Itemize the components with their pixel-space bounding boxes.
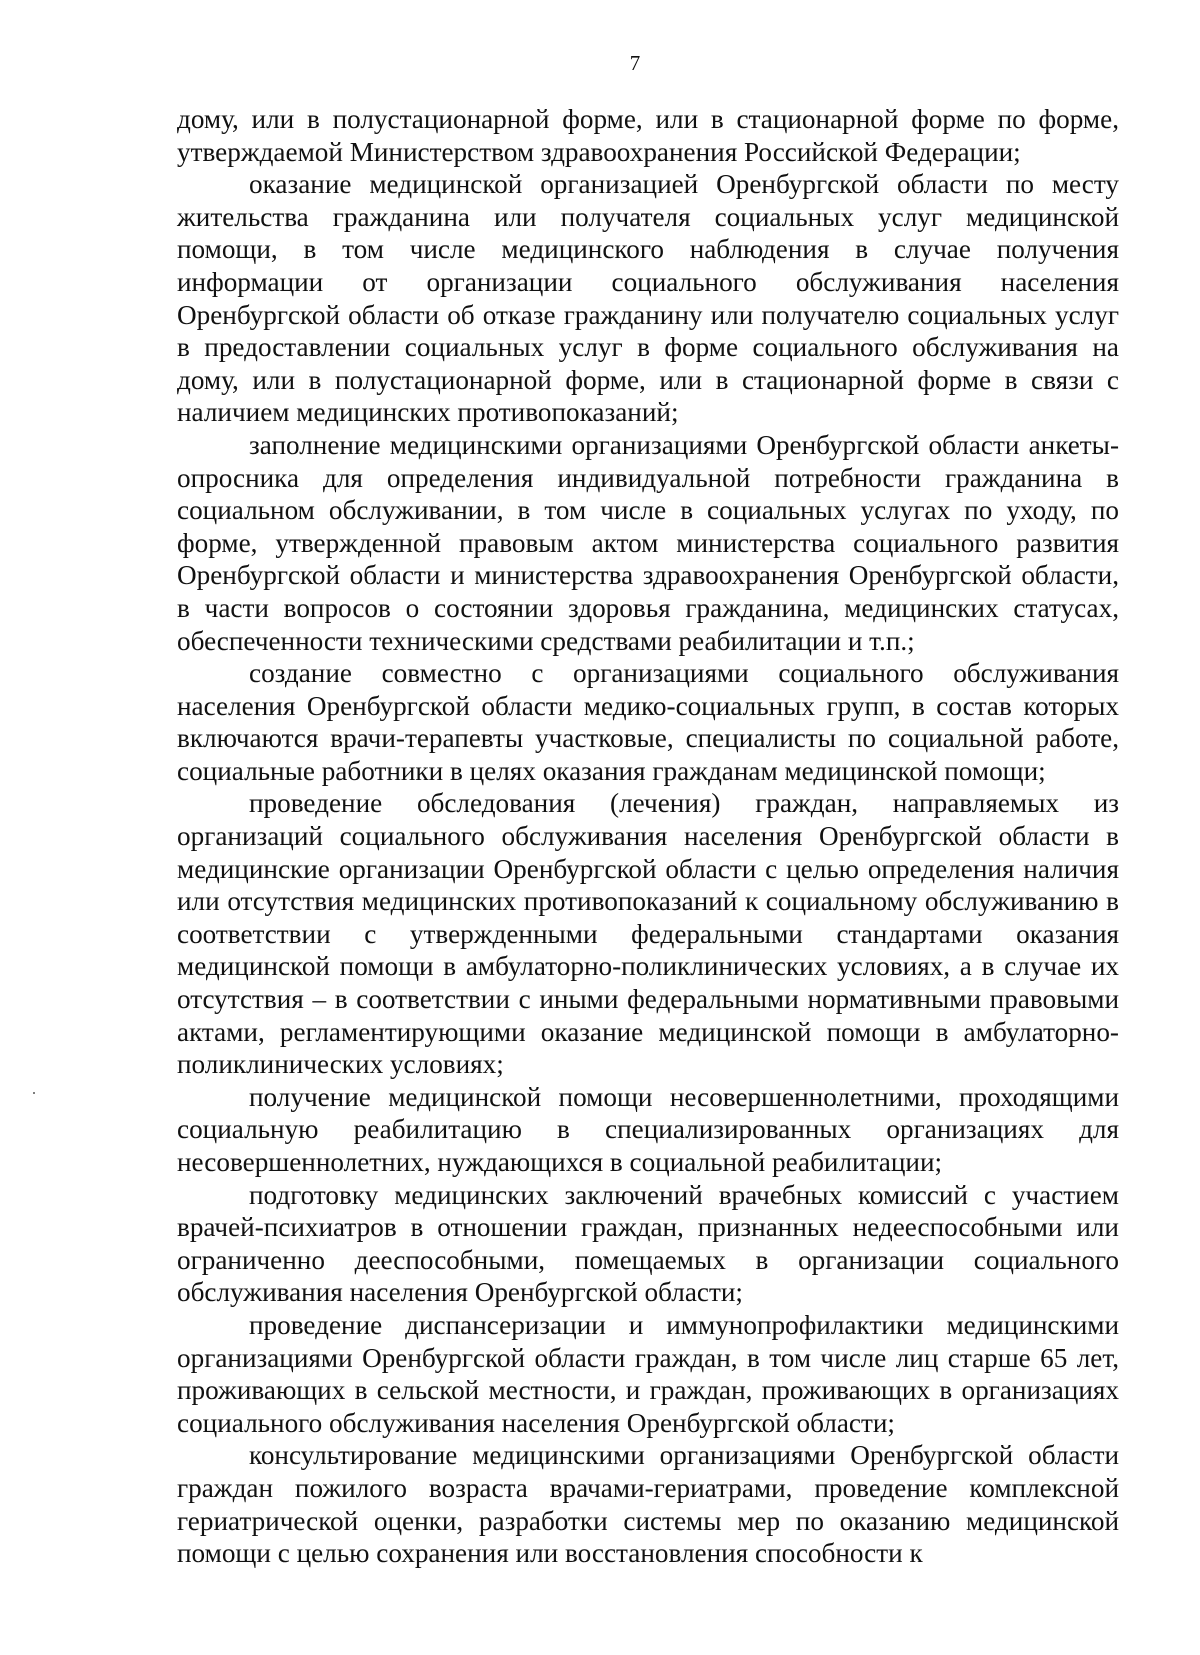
paragraph: получение медицинской помощи несовершеннолетними, проходящими социальную реабилитацию в специализированных организациях для несовершеннолетних, нуждающихся в социальной реабилитации; [177, 1081, 1119, 1177]
paragraph: оказание медицинской организацией Оренбургской области по месту жительства гражданина или получателя социальных услуг медицинской помощи, в том числе медицинского наблюдения в случае получения информации от организации социального обслуживания населения Оренбургской области об отказе гражданину или получателю социальных услуг в предоставлении социальных услуг в форме социального обслуживания на дому, или в полустационарной форме, или в стационарной форме в связи с наличием медицинских противопоказаний; [177, 169, 1119, 428]
paragraph: проведение обследования (лечения) граждан, направляемых из организаций социального обслуживания населения Оренбургской области в медицинские организации Оренбургской области с целью определения наличия или отсутствия медицинских противопоказаний к социальному обслуживанию в соответствии с утвержденными федеральными стандартами оказания медицинской помощи в амбулаторно-поликлинических условиях, а в случае их отсутствия – в соответствии с иными федеральными нормативными правовыми актами, регламентирующими оказание медицинской помощи в амбулаторно-поликлинических условиях; [177, 788, 1119, 1080]
paragraph-continuation: дому, или в полустационарной форме, или в стационарной форме по форме, утверждаемой Министерством здравоохранения Российской Федерации; [177, 104, 1119, 167]
scan-speck [33, 1092, 35, 1094]
paragraph: заполнение медицинскими организациями Оренбургской области анкеты-опросника для определения индивидуальной потребности гражданина в социальном обслуживании, в том числе в социальных услугах по уходу, по форме, утвержденной правовым актом министерства социального развития Оренбургской области и министерства здравоохранения Оренбургской области, в части вопросов о состоянии здоровья гражданина, медицинских статусах, обеспеченности техническими средствами реабилитации и т.п.; [177, 429, 1119, 656]
page-number: 7 [629, 51, 641, 75]
paragraph-truncated: консультирование медицинскими организациями Оренбургской области граждан пожилого возраста врачами-гериатрами, проведение комплексной гериатрической оценки, разработки системы мер по оказанию медицинской помощи с целью сохранения или восстановления способности к [177, 1440, 1119, 1569]
paragraph: проведение диспансеризации и иммунопрофилактики медицинскими организациями Оренбургской области граждан, в том числе лиц старше 65 лет, проживающих в сельской местности, и граждан, проживающих в организациях социального обслуживания населения Оренбургской области; [177, 1309, 1119, 1438]
paragraph: подготовку медицинских заключений врачебных комиссий с участием врачей-психиатров в отношении граждан, признанных недееспособными или ограниченно дееспособными, помещаемых в организации социального обслуживания населения Оренбургской области; [177, 1179, 1119, 1308]
document-body [177, 103, 1119, 1570]
paragraph: создание совместно с организациями социального обслуживания населения Оренбургской области медико-социальных групп, в состав которых включаются врачи-терапевты участковые, специалисты по социальной работе, социальные работники в целях оказания гражданам медицинской помощи; [177, 658, 1119, 786]
